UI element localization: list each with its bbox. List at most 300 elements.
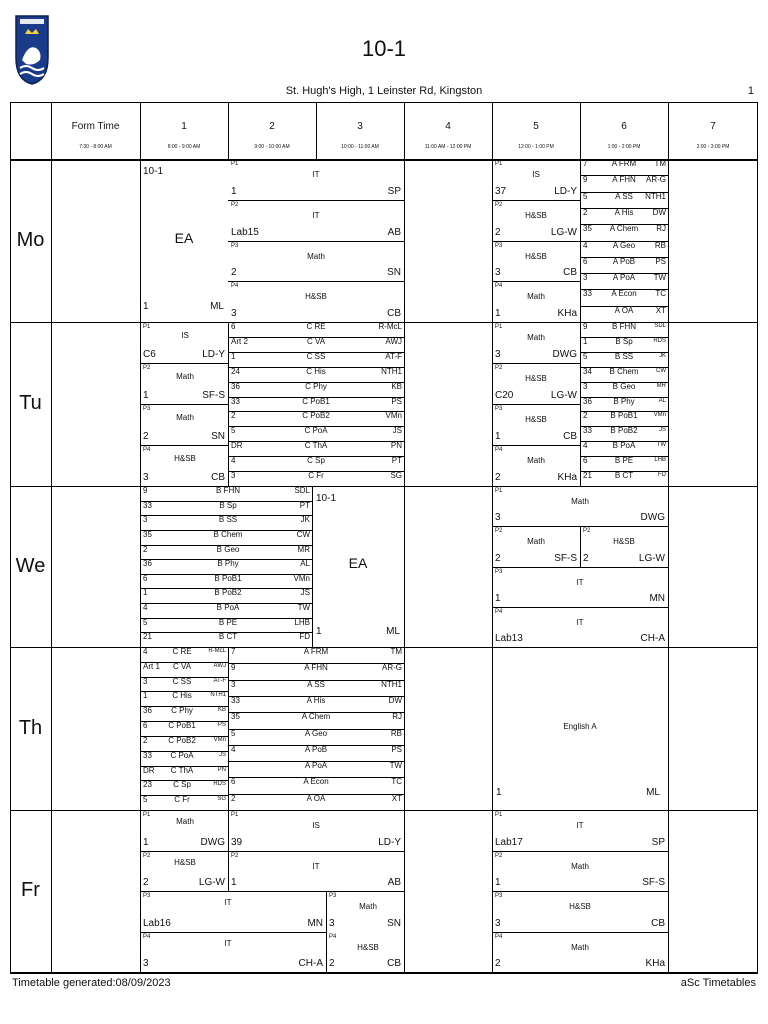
option-row bbox=[140, 795, 228, 810]
subject-label: B Sp bbox=[219, 500, 237, 510]
lesson-block bbox=[492, 404, 580, 445]
option-row bbox=[140, 501, 312, 516]
teacher-label: SF-S bbox=[642, 877, 665, 888]
teacher-label: SDL bbox=[294, 486, 310, 495]
room-label: 4 bbox=[583, 441, 588, 451]
teacher-label: KHa bbox=[645, 958, 665, 969]
day-label bbox=[10, 486, 51, 647]
group-label: P3 bbox=[143, 406, 151, 412]
school-address: St. Hugh's High, 1 Leinster Rd, Kingston bbox=[285, 85, 483, 97]
subject-label: IT bbox=[576, 821, 584, 831]
subject-label: B PE bbox=[614, 456, 634, 466]
option-row bbox=[228, 680, 404, 696]
option-row bbox=[580, 306, 668, 322]
room-label: 7 bbox=[231, 647, 236, 656]
subject-label: Math bbox=[176, 413, 194, 422]
subject-label: A OA bbox=[306, 793, 326, 803]
period-time: 1:00 - 2:00 PM bbox=[607, 144, 641, 150]
day-name: We bbox=[15, 554, 46, 577]
room-label: 35 bbox=[231, 712, 240, 722]
option-row bbox=[228, 471, 404, 486]
subject-label: IT bbox=[312, 861, 320, 871]
teacher-label: JS bbox=[658, 427, 666, 434]
period-header bbox=[492, 102, 580, 159]
teacher-label: PN bbox=[217, 766, 226, 773]
divider bbox=[404, 159, 405, 322]
room-label: 1 bbox=[231, 877, 237, 888]
teacher-label: ML bbox=[210, 301, 224, 312]
teacher-label: VMn bbox=[293, 573, 310, 583]
subject-label: B Chem bbox=[609, 366, 639, 376]
room-label: 4 bbox=[143, 647, 148, 656]
subject-label: IT bbox=[224, 898, 232, 907]
group-label: P3 bbox=[143, 893, 151, 899]
subject-label: C SS bbox=[306, 351, 326, 361]
teacher-label: LHB bbox=[294, 617, 310, 627]
group-label: P3 bbox=[495, 568, 503, 575]
period-header bbox=[316, 102, 404, 159]
teacher-label: AL bbox=[658, 397, 666, 404]
option-row bbox=[580, 175, 668, 191]
subject-label: C VA bbox=[306, 336, 326, 346]
room-label: 6 bbox=[231, 322, 236, 331]
subject-label: EA bbox=[348, 555, 368, 571]
option-row bbox=[140, 588, 312, 603]
subject-label: Math bbox=[527, 333, 545, 343]
group-label: P1 bbox=[495, 812, 503, 818]
teacher-label: TW bbox=[656, 442, 666, 449]
lesson-ea-mo bbox=[140, 159, 228, 322]
divider bbox=[51, 159, 52, 972]
teacher-label: SF-S bbox=[202, 390, 225, 401]
room-label: 3 bbox=[143, 472, 149, 483]
lesson-block bbox=[492, 891, 668, 932]
teacher-label: ML bbox=[646, 787, 660, 798]
room-label: 24 bbox=[231, 366, 240, 376]
subject-label: Math bbox=[571, 861, 589, 871]
option-row bbox=[228, 647, 404, 663]
option-row bbox=[140, 706, 228, 721]
teacher-label: KB bbox=[391, 381, 402, 391]
teacher-label: JK bbox=[658, 352, 666, 359]
period-header bbox=[404, 102, 492, 159]
option-row bbox=[140, 736, 228, 751]
period-time: 10:00 - 11:00 AM bbox=[341, 144, 379, 150]
subject-label: B Phy bbox=[613, 396, 635, 406]
option-row bbox=[140, 559, 312, 574]
option-row bbox=[228, 441, 404, 456]
group-label: P1 bbox=[495, 324, 503, 330]
group-label: P1 bbox=[143, 812, 151, 818]
teacher-label: XT bbox=[391, 793, 402, 803]
lesson-block bbox=[492, 810, 668, 851]
teacher-label: CB bbox=[651, 917, 665, 929]
option-row bbox=[580, 273, 668, 289]
option-row bbox=[580, 441, 668, 456]
period-header bbox=[51, 102, 140, 159]
subject-label: Math bbox=[307, 251, 325, 261]
room-label: 33 bbox=[231, 695, 240, 705]
period-time: 11:00 AM - 12:00 PM bbox=[424, 144, 472, 150]
subject-label: A Geo bbox=[612, 240, 636, 250]
subject-label: IT bbox=[312, 210, 320, 220]
lesson-block bbox=[228, 851, 404, 892]
divider bbox=[404, 322, 405, 486]
room-label: 1 bbox=[495, 308, 501, 319]
teacher-label: FD bbox=[299, 632, 310, 642]
option-row bbox=[228, 696, 404, 712]
room-label: Lab17 bbox=[495, 836, 523, 848]
subject-label: H&SB bbox=[569, 902, 591, 912]
subject-label: A PoA bbox=[304, 761, 328, 771]
lesson-block bbox=[492, 567, 668, 607]
room-label: Lab13 bbox=[495, 633, 523, 644]
subject-label: IT bbox=[312, 170, 320, 180]
room-label: 5 bbox=[143, 795, 148, 805]
subject-label: A PoB bbox=[612, 256, 636, 266]
subject-label: C Sp bbox=[307, 456, 325, 466]
group-label: P1 bbox=[231, 812, 239, 818]
option-row bbox=[140, 647, 228, 662]
teacher-label: SP bbox=[651, 836, 665, 848]
option-row bbox=[140, 545, 312, 560]
option-row bbox=[580, 367, 668, 382]
software-brand: aSc Timetables bbox=[680, 977, 756, 989]
teacher-label: SDL bbox=[654, 323, 666, 329]
option-row bbox=[140, 751, 228, 766]
option-row bbox=[228, 322, 404, 337]
room-label: 3 bbox=[495, 349, 501, 360]
subject-label: B PoA bbox=[612, 441, 636, 451]
period-label: 2 bbox=[269, 121, 275, 132]
teacher-label: JS bbox=[392, 426, 402, 436]
teacher-label: LHB bbox=[654, 457, 666, 464]
subject-label: C PoA bbox=[170, 750, 194, 760]
divider bbox=[404, 647, 405, 810]
teacher-label: SP bbox=[387, 185, 401, 197]
group-label: P1 bbox=[231, 161, 239, 167]
subject-label: H&SB bbox=[525, 251, 547, 261]
day-name: Tu bbox=[19, 392, 42, 414]
period-time: 9:00 - 10:00 AM bbox=[254, 144, 290, 150]
subject-label: C RE bbox=[172, 647, 192, 656]
teacher-label: VMn bbox=[385, 411, 402, 421]
group-label: P4 bbox=[143, 933, 151, 940]
option-row bbox=[228, 663, 404, 679]
class-label: 10-1 bbox=[316, 493, 337, 504]
period-time: 7:30 - 8:00 AM bbox=[79, 144, 112, 150]
group-label: P2 bbox=[495, 201, 503, 208]
teacher-label: CH-A bbox=[640, 633, 665, 644]
teacher-label: PN bbox=[390, 441, 402, 451]
generated-date: Timetable generated:08/09/2023 bbox=[12, 977, 171, 989]
teacher-label: CB bbox=[387, 958, 401, 969]
room-label: 3 bbox=[143, 958, 149, 969]
room-label: 4 bbox=[583, 240, 588, 250]
subject-label: IT bbox=[576, 617, 584, 627]
lesson-block bbox=[492, 851, 668, 892]
teacher-label: PS bbox=[217, 722, 226, 729]
subject-label: H&SB bbox=[174, 857, 196, 867]
teacher-label: KHa bbox=[557, 472, 577, 483]
subject-label: A His bbox=[614, 207, 634, 217]
period-header bbox=[140, 102, 228, 159]
subject-label: C Fr bbox=[174, 795, 190, 805]
teacher-label: R-McL bbox=[208, 648, 226, 654]
room-label: 2 bbox=[495, 226, 501, 238]
room-label: 6 bbox=[583, 256, 588, 266]
group-label: P3 bbox=[495, 893, 503, 899]
day-label bbox=[10, 322, 51, 486]
room-label: 3 bbox=[143, 676, 148, 686]
subject-label: A OA bbox=[614, 305, 634, 315]
day-label bbox=[10, 159, 51, 322]
group-label: P2 bbox=[495, 528, 503, 535]
room-label: 1 bbox=[583, 336, 588, 346]
option-row bbox=[580, 192, 668, 208]
room-label: 6 bbox=[143, 573, 148, 583]
group-label: P3 bbox=[495, 242, 503, 249]
room-label: 1 bbox=[495, 877, 501, 888]
subject-label: B PoB2 bbox=[610, 426, 638, 436]
room-label: 4 bbox=[231, 744, 236, 754]
option-row bbox=[140, 530, 312, 545]
room-label: 2 bbox=[143, 735, 148, 745]
subject-label: A Econ bbox=[611, 289, 637, 299]
group-label: P4 bbox=[143, 447, 151, 453]
group-label: P2 bbox=[143, 852, 151, 859]
divider bbox=[668, 159, 669, 972]
room-label: Lab16 bbox=[143, 917, 171, 929]
option-row bbox=[140, 486, 312, 501]
subject-label: Math bbox=[176, 817, 194, 826]
subject-label: C Phy bbox=[305, 381, 327, 391]
subject-label: B CT bbox=[218, 632, 238, 642]
period-time: 2:00 - 3:00 PM bbox=[696, 144, 730, 150]
option-row bbox=[580, 352, 668, 367]
subject-label: A Econ bbox=[303, 777, 329, 787]
option-row bbox=[228, 367, 404, 382]
subject-label: C ThA bbox=[170, 765, 194, 775]
option-row bbox=[140, 780, 228, 795]
option-row bbox=[580, 322, 668, 337]
lesson-block bbox=[140, 851, 228, 892]
teacher-label: XT bbox=[655, 305, 666, 315]
option-row bbox=[580, 411, 668, 426]
divider bbox=[404, 486, 405, 647]
teacher-label: RDS bbox=[653, 337, 666, 344]
teacher-label: NTH1 bbox=[381, 366, 402, 376]
subject-label: Math bbox=[359, 902, 377, 912]
room-label: 23 bbox=[143, 780, 152, 790]
subject-label: H&SB bbox=[305, 292, 327, 302]
subject-label: IT bbox=[224, 938, 232, 948]
group-label: P2 bbox=[231, 852, 239, 859]
room-label: 2 bbox=[231, 267, 237, 279]
teacher-label: RDS bbox=[213, 781, 226, 788]
option-row bbox=[580, 241, 668, 257]
option-row bbox=[580, 159, 668, 175]
room-label: 4 bbox=[143, 603, 148, 613]
room-label: 33 bbox=[143, 750, 152, 760]
day-label bbox=[10, 647, 51, 810]
subject-label: IT bbox=[576, 577, 584, 587]
room-label: 1 bbox=[231, 351, 236, 361]
lesson-block bbox=[140, 891, 326, 932]
teacher-label: CW bbox=[296, 529, 310, 539]
lesson-block bbox=[140, 445, 228, 486]
teacher-label: SG bbox=[390, 471, 402, 481]
lesson-block bbox=[140, 404, 228, 445]
room-label: 5 bbox=[231, 426, 236, 436]
teacher-label: R-McL bbox=[378, 322, 402, 331]
teacher-label: LG-W bbox=[550, 390, 577, 401]
teacher-label: TW bbox=[389, 761, 402, 771]
option-row bbox=[580, 456, 668, 471]
subject-label: Math bbox=[527, 537, 545, 547]
lesson-block bbox=[228, 810, 404, 851]
teacher-label: AWJ bbox=[213, 662, 226, 669]
period-label: 6 bbox=[621, 121, 627, 132]
room-label: 1 bbox=[143, 301, 149, 312]
subject-label: A SS bbox=[307, 679, 325, 689]
period-header bbox=[580, 102, 668, 159]
group-label: P3 bbox=[329, 893, 337, 899]
lesson-english-a bbox=[492, 647, 668, 810]
group-label: P1 bbox=[495, 161, 503, 167]
teacher-label: CW bbox=[656, 367, 666, 374]
group-label: P1 bbox=[495, 488, 503, 494]
room-label: 1 bbox=[495, 431, 501, 442]
lesson-block bbox=[228, 241, 404, 282]
lesson-block bbox=[140, 932, 326, 973]
room-label: 2 bbox=[495, 552, 501, 564]
option-row bbox=[228, 712, 404, 728]
room-label: 6 bbox=[143, 721, 148, 731]
day-label bbox=[10, 810, 51, 972]
option-row bbox=[228, 382, 404, 397]
room-label: 1 bbox=[316, 626, 322, 637]
subject-label: B PoB1 bbox=[610, 411, 638, 421]
teacher-label: RB bbox=[390, 728, 402, 738]
group-label: P4 bbox=[495, 283, 503, 290]
divider bbox=[10, 972, 758, 974]
group-label: P2 bbox=[495, 852, 503, 859]
room-label: 1 bbox=[231, 185, 237, 197]
teacher-label: AT-F bbox=[213, 677, 226, 684]
teacher-label: DWG bbox=[640, 512, 665, 524]
lesson-block bbox=[492, 932, 668, 973]
teacher-label: MR bbox=[297, 544, 310, 554]
room-label: 3 bbox=[231, 471, 236, 481]
group-label: P2 bbox=[231, 201, 239, 208]
teacher-label: SN bbox=[211, 431, 225, 442]
room-label: 2 bbox=[231, 793, 236, 803]
group-label: P4 bbox=[495, 608, 503, 615]
option-row bbox=[140, 721, 228, 736]
lesson-block bbox=[228, 200, 404, 241]
subject-label: A FHN bbox=[612, 175, 636, 185]
room-label: 1 bbox=[496, 787, 502, 798]
subject-label: A Chem bbox=[609, 224, 639, 234]
room-label: 37 bbox=[495, 185, 507, 197]
room-label: 33 bbox=[583, 426, 592, 436]
lesson-block bbox=[140, 810, 228, 851]
option-row bbox=[580, 426, 668, 441]
teacher-label: LG-W bbox=[638, 552, 665, 564]
teacher-label: SN bbox=[387, 267, 401, 279]
teacher-label: LG-W bbox=[550, 226, 577, 238]
room-label: 3 bbox=[329, 917, 335, 929]
room-label: 1 bbox=[143, 588, 148, 598]
room-label: 3 bbox=[583, 273, 588, 283]
teacher-label: AL bbox=[300, 559, 310, 569]
period-label: 4 bbox=[445, 121, 451, 132]
room-label: 3 bbox=[495, 267, 501, 279]
room-label: 36 bbox=[583, 396, 592, 406]
room-label: 2 bbox=[583, 552, 589, 564]
teacher-label: NTH1 bbox=[210, 692, 226, 699]
room-label: 2 bbox=[583, 207, 588, 217]
subject-label: B CT bbox=[614, 471, 634, 481]
teacher-label: RJ bbox=[656, 224, 666, 234]
day-name: Fr bbox=[21, 879, 40, 901]
teacher-label: AT-F bbox=[385, 351, 402, 361]
option-row bbox=[228, 794, 404, 810]
room-label: 1 bbox=[143, 390, 149, 401]
subject-label: C VA bbox=[172, 661, 192, 671]
teacher-label: NTH1 bbox=[381, 679, 402, 689]
option-row bbox=[140, 677, 228, 692]
subject-label: A PoB bbox=[304, 744, 328, 754]
teacher-label: CB bbox=[387, 308, 401, 319]
lesson-block bbox=[326, 891, 404, 932]
lesson-block bbox=[492, 241, 580, 282]
teacher-label: PT bbox=[391, 456, 402, 466]
group-label: P4 bbox=[231, 283, 239, 290]
subject-label: C PoB1 bbox=[302, 396, 330, 406]
subject-label: IS bbox=[312, 821, 320, 831]
room-label: 21 bbox=[143, 632, 152, 642]
room-label: 34 bbox=[583, 366, 592, 376]
lesson-block bbox=[492, 363, 580, 404]
subject-label: A His bbox=[306, 695, 326, 705]
option-row bbox=[580, 208, 668, 224]
teacher-label: RJ bbox=[392, 712, 402, 722]
option-row bbox=[580, 397, 668, 412]
room-label: 3 bbox=[231, 679, 236, 689]
subject-label: C His bbox=[172, 691, 192, 701]
room-label: Art 1 bbox=[143, 661, 160, 671]
option-row bbox=[228, 777, 404, 793]
teacher-label: RB bbox=[654, 240, 666, 250]
subject-label: C PoB2 bbox=[302, 411, 330, 421]
subject-label: B Phy bbox=[217, 559, 239, 569]
teacher-label: DW bbox=[388, 695, 402, 705]
teacher-label: MN bbox=[649, 592, 665, 604]
subject-label: B Geo bbox=[612, 381, 636, 391]
room-label: 21 bbox=[583, 471, 592, 481]
teacher-label: PS bbox=[391, 396, 402, 406]
room-label: 3 bbox=[143, 515, 148, 525]
room-label: C6 bbox=[143, 349, 156, 360]
room-label: 35 bbox=[143, 529, 152, 539]
subject-label: C ThA bbox=[304, 441, 328, 451]
room-label: 1 bbox=[495, 592, 501, 604]
teacher-label: AWJ bbox=[385, 336, 402, 346]
room-label: 36 bbox=[143, 706, 152, 716]
room-label: 5 bbox=[583, 191, 588, 201]
